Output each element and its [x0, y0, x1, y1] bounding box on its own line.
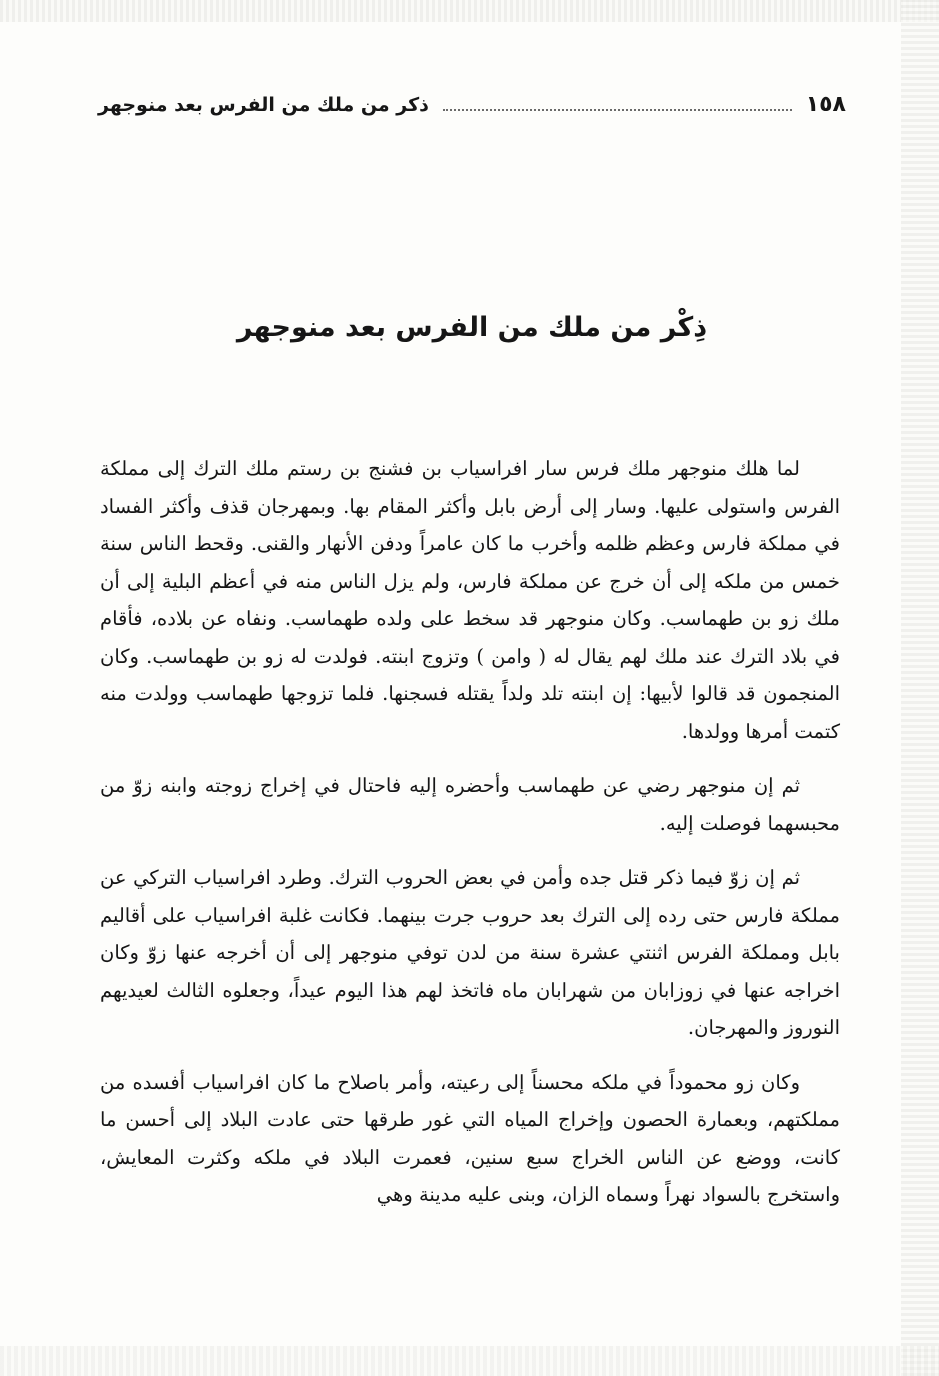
- scan-edge-top: [0, 0, 939, 22]
- running-header: [98, 92, 846, 117]
- paragraph: وكان زو محموداً في ملكه محسناً إلى رعيته، وأمر باصلاح ما كان افراسياب أفسده من مملكتهم، وبعمارة الحصون وإخراج المياه التي غور طرقها حتى عادت البلاد إلى أحسن ما كانت، ووضع عن الناس الخراج سبع سنين، فعمرت البلاد في ملكه وكثرت المعايش، واستخرج بالسواد نهراً وسماه الزان، وبنى عليه مدينة وهي: [100, 1070, 840, 1206]
- scan-edge-right: [901, 0, 939, 1376]
- body-text: [100, 450, 840, 1231]
- paragraph: ثم إن زوّ فيما ذكر قتل جده وأمن في بعض الحروب الترك. وطرد افراسياب التركي عن مملكة فارس حتى رده إلى الترك بعد حروب جرت بينهما. فكانت غلبة افراسياب على أقاليم بابل ومملكة الفرس اثنتي عشرة سنة من لدن توفي منوجهر إلى أن أخرجه عنها زوّ وكان اخراجه عنها في زوزابان من شهرابان ماه فاتخذ لهم هذا اليوم عيداً، وجعلوه الثالث لعيديهم النوروز والمهرجان.: [100, 866, 840, 1039]
- dotted-leader: [443, 95, 792, 111]
- chapter-title: ذِكْر من ملك من الفرس بعد منوجهر: [236, 312, 708, 343]
- paragraph: ثم إن منوجهر رضي عن طهماسب وأحضره إليه فاحتال في إخراج زوجته وابنه زوّ من محبسهما فوصلت إليه.: [100, 774, 840, 835]
- scan-edge-bottom: [0, 1346, 939, 1376]
- paragraph: لما هلك منوجهر ملك فرس سار افراسياب بن فشنج بن رستم ملك الترك إلى مملكة الفرس واستولى عليها. وسار إلى أرض بابل وأكثر المقام بها. وبمهرجان قذف وأكثر الفساد في مملكة فارس وعظم ظلمه وأخرب ما كان عامراً ودفن الأنهار والقنى. وقحط الناس سنة خمس من ملكه إلى أن خرج عن مملكة فارس، ولم يزل الناس منه في أعظم البلية إلى أن ملك زو بن طهماسب. وكان منوجهر قد سخط على ولده طهماسب. ونفاه عن بلاده، فأقام في بلاد الترك عند ملك لهم يقال له ( وامن ) وتزوج ابنته. فولدت له زو بن طهماسب. وكان المنجمون قد قالوا لأبيها: إن ابنته تلد ولداً يقتله فسجنها. فلما تزوجها طهماسب وولدت منه كتمت أمرها وولدها.: [100, 457, 840, 743]
- page-number: ١٥٨: [805, 92, 846, 117]
- running-title: ذكر من ملك من الفرس بعد منوجهر: [98, 94, 429, 116]
